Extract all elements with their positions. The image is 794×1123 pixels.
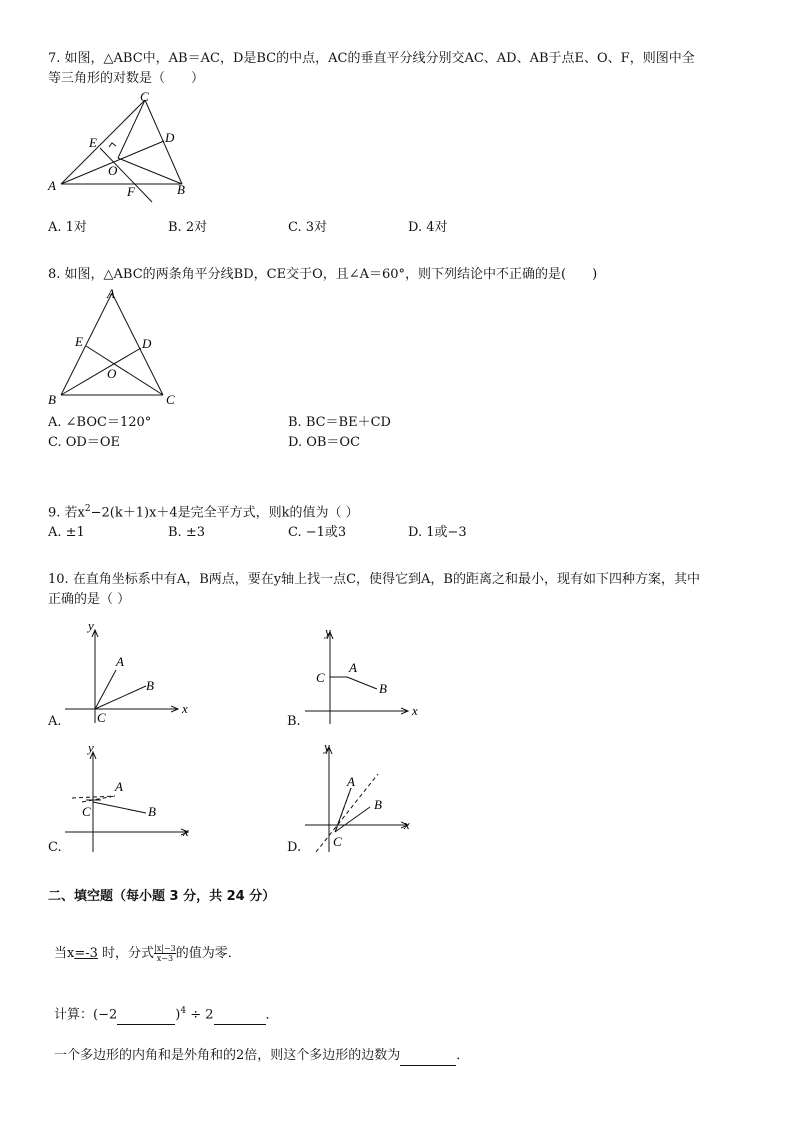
fill1-fraction: $\frac{|x|-3}{x-3}$ xyxy=(154,944,176,963)
q10c-point-b: B xyxy=(148,804,156,819)
q10b-point-a: A xyxy=(349,660,357,675)
q9-option-a[interactable]: A. ±1 xyxy=(48,525,85,540)
q9-stem: 9. 若$x^2-2(k+1)x+4$是完全平方式，则k的值为（ ） xyxy=(48,504,359,521)
q8-stem: 8. 如图，△ABC的两条角平分线BD，CE交于O，且∠A＝60°，则下列结论中不正确的是( ) xyxy=(48,267,598,282)
q10c-x-label: x xyxy=(183,824,189,839)
q8-label-d: D xyxy=(142,336,152,351)
q8-label-a: A xyxy=(107,286,115,301)
q7-option-b[interactable]: B. 2对 xyxy=(168,220,208,235)
q10-option-a[interactable]: A. xyxy=(48,714,62,729)
q10c-point-a: A xyxy=(115,779,123,794)
q10-option-b[interactable]: B. xyxy=(287,714,301,729)
q10d-point-c: C xyxy=(333,834,342,849)
q7-option-a[interactable]: A. 1对 xyxy=(48,220,87,235)
q7-label-d: D xyxy=(165,130,175,145)
q8-label-e: E xyxy=(75,334,83,349)
q10a-y-label: y xyxy=(88,618,94,633)
q7-stem-line1: 7. 如图，△ABC中，AB＝AC，D是BC的中点，AC的垂直平分线分别交AC、AD、AB于点E、O、F，则图中全 xyxy=(48,51,695,66)
q8-option-b[interactable]: B. BC＝BE＋CD xyxy=(288,415,391,430)
q7-stem-line2: 等三角形的对数是（ ） xyxy=(48,71,205,86)
q10-option-d[interactable]: D. xyxy=(287,840,302,855)
q10d-x-label: x xyxy=(404,817,410,832)
q7-label-b: B xyxy=(177,182,185,197)
q8-figure xyxy=(45,285,185,410)
q10-stem-line1: 10. 在直角坐标系中有A，B两点，要在y轴上找一点C，使得它到A，B的距离之和最小，现有如下四种方案，其中 xyxy=(48,572,700,587)
fill1-question: 当x=-3 时，分式 $\frac{|x|-3}{x-3}$ 的值为零． xyxy=(54,944,241,963)
q10c-point-c: C xyxy=(82,804,91,819)
q10a-point-a: A xyxy=(116,654,124,669)
fill2-question: 计算：(−2 )$^4$ ÷ 2 ． xyxy=(54,1002,279,1025)
q8-option-c[interactable]: C. OD＝OE xyxy=(48,435,120,450)
q10a-point-c: C xyxy=(97,710,106,725)
q10d-point-b: B xyxy=(374,797,382,812)
q10-stem-line2: 正确的是（ ） xyxy=(48,592,131,607)
q10b-point-b: B xyxy=(379,681,387,696)
q10b-point-c: C xyxy=(316,670,325,685)
q10a-point-b: B xyxy=(146,678,154,693)
fill3-blank[interactable] xyxy=(400,1047,456,1066)
q10b-x-label: x xyxy=(412,703,418,718)
q10a-x-label: x xyxy=(182,701,188,716)
q10c-y-label: y xyxy=(88,740,94,755)
q10-figure-d[interactable] xyxy=(300,739,425,857)
q7-label-c: C xyxy=(140,89,149,104)
fill2-blank-1[interactable] xyxy=(117,1006,175,1025)
section2-title: 二、填空题（每小题 3 分，共 24 分） xyxy=(48,889,276,904)
q8-option-a[interactable]: A. ∠BOC＝120° xyxy=(48,415,152,430)
q8-option-d[interactable]: D. OB＝OC xyxy=(288,435,361,450)
q10-figure-b[interactable] xyxy=(300,622,425,727)
q9-option-b[interactable]: B. ±3 xyxy=(168,525,205,540)
q7-figure xyxy=(45,89,205,207)
q7-label-e: E xyxy=(89,135,97,150)
q8-label-b: B xyxy=(48,392,56,407)
q7-label-a: A xyxy=(48,178,56,193)
fill3-question: 一个多边形的内角和是外角和的2倍，则这个多边形的边数为 ． xyxy=(54,1047,469,1066)
q7-option-c[interactable]: C. 3对 xyxy=(288,220,328,235)
q10d-point-a: A xyxy=(347,774,355,789)
q7-option-d[interactable]: D. 4对 xyxy=(408,220,448,235)
q9-option-d[interactable]: D. 1或−3 xyxy=(408,525,467,540)
q8-label-c: C xyxy=(166,392,175,407)
q7-label-o: O xyxy=(108,163,118,178)
fill1-answer[interactable]: =-3 xyxy=(74,946,98,961)
q9-option-c[interactable]: C. −1或3 xyxy=(288,525,347,540)
q10-figure-a[interactable] xyxy=(60,615,200,730)
q10b-y-label: y xyxy=(325,624,331,639)
q8-label-o: O xyxy=(107,366,117,381)
q10-option-c[interactable]: C. xyxy=(48,840,62,855)
q7-label-f: F xyxy=(127,184,135,199)
fill2-blank-2[interactable] xyxy=(214,1006,266,1025)
q10d-y-label: y xyxy=(324,739,330,754)
q10-figure-c[interactable] xyxy=(60,740,200,855)
